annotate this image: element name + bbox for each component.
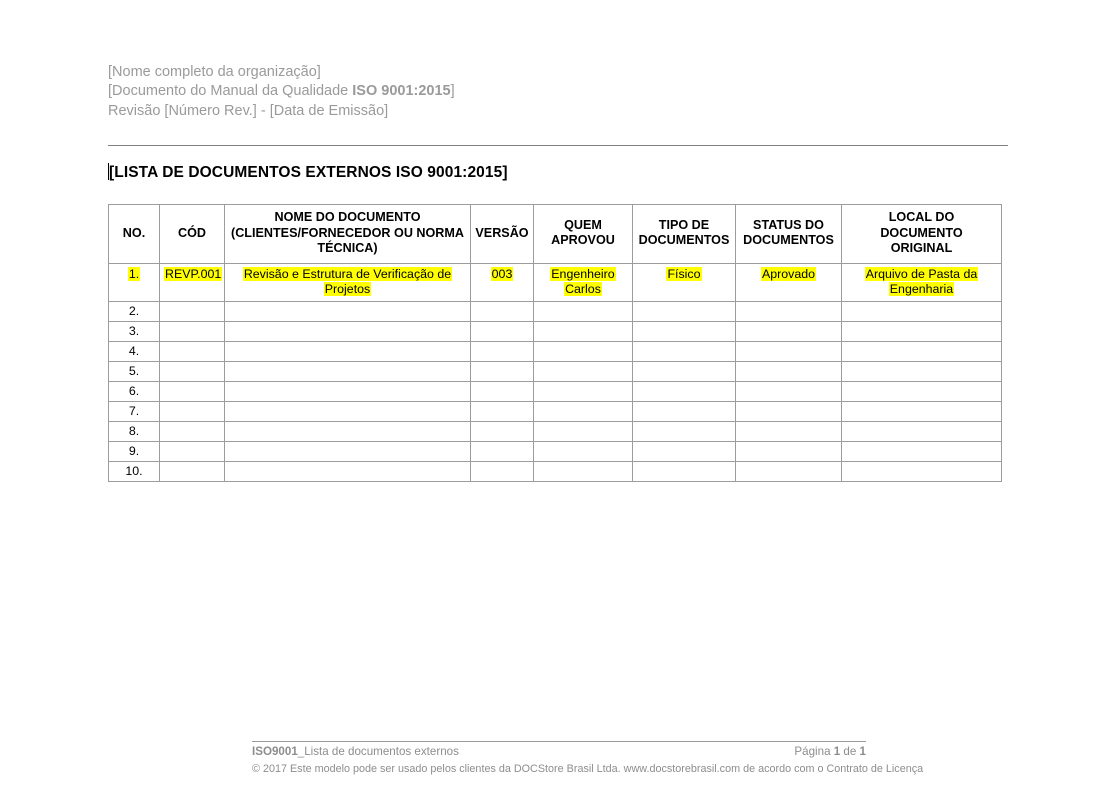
column-header-tipo-line1: TIPO DE [658, 217, 710, 232]
table-header-row [109, 205, 1002, 264]
column-header-nome-line1: NOME DO DOCUMENTO [274, 210, 421, 224]
header-manual-standard: ISO 9001:2015 [352, 83, 451, 100]
highlighted-text: Revisão e Estrutura de Verificação de Projetos [243, 266, 452, 296]
column-header-versao [471, 205, 534, 264]
table-cell-no[interactable] [109, 263, 160, 302]
column-header-quem-line1: QUEM [564, 217, 602, 232]
table-cell-cod[interactable] [160, 263, 225, 302]
table-cell-status[interactable] [736, 362, 842, 382]
table-cell-quem[interactable] [534, 322, 633, 342]
table-cell-local[interactable] [842, 442, 1002, 462]
table-cell-tipo[interactable] [633, 382, 736, 402]
table-cell-status[interactable] [736, 382, 842, 402]
document-header-block [108, 63, 1008, 121]
table-cell-status[interactable] [736, 263, 842, 302]
table-cell-cod[interactable] [160, 342, 225, 362]
table-cell-local[interactable] [842, 422, 1002, 442]
table-cell-nome[interactable] [225, 263, 471, 302]
footer-page-number [794, 744, 866, 759]
table-cell-quem[interactable] [534, 302, 633, 322]
table-cell-versao[interactable] [471, 422, 534, 442]
table-cell-versao[interactable] [471, 462, 534, 482]
table-cell-cod[interactable] [160, 362, 225, 382]
table-cell-quem[interactable] [534, 442, 633, 462]
table-cell-cod[interactable] [160, 402, 225, 422]
footer-document-name [252, 744, 459, 759]
table-cell-status[interactable] [736, 302, 842, 322]
table-body [109, 263, 1002, 482]
table-cell-nome[interactable] [225, 422, 471, 442]
table-cell-quem[interactable] [534, 263, 633, 302]
header-manual-suffix: ] [450, 83, 455, 100]
table-cell-nome[interactable] [225, 402, 471, 422]
column-header-nome-line3: TÉCNICA) [317, 241, 378, 255]
highlighted-text: 003 [491, 266, 513, 281]
table-cell-cod[interactable] [160, 382, 225, 402]
table-cell-nome[interactable] [225, 362, 471, 382]
table-cell-tipo[interactable] [633, 322, 736, 342]
table-cell-local[interactable] [842, 462, 1002, 482]
column-header-cod-label: CÓD [178, 225, 206, 240]
table-cell-local[interactable] [842, 342, 1002, 362]
table-row[interactable] [109, 422, 1002, 442]
table-cell-nome[interactable] [225, 462, 471, 482]
column-header-nome-line2: (CLIENTES/FORNECEDOR OU NORMA [231, 225, 464, 240]
column-header-status-line2: DOCUMENTOS [743, 233, 834, 248]
table-cell-local[interactable] [842, 322, 1002, 342]
column-header-status-line1: STATUS DO [753, 217, 824, 232]
page-title-wrapper [108, 163, 508, 182]
column-header-status [736, 205, 842, 264]
table-cell-no[interactable]: 2. [109, 302, 160, 322]
table-cell-nome[interactable] [225, 382, 471, 402]
table-row[interactable] [109, 322, 1002, 342]
table-cell-local[interactable] [842, 362, 1002, 382]
column-header-tipo [633, 205, 736, 264]
page-title: [LISTA DE DOCUMENTOS EXTERNOS ISO 9001:2015] [109, 164, 508, 181]
table-cell-quem[interactable] [534, 402, 633, 422]
table-cell-status[interactable] [736, 442, 842, 462]
table-cell-versao[interactable] [471, 362, 534, 382]
table-cell-tipo[interactable] [633, 302, 736, 322]
table-row[interactable] [109, 362, 1002, 382]
table-cell-tipo[interactable] [633, 263, 736, 302]
column-header-nome [225, 205, 471, 264]
table-cell-no[interactable]: 3. [109, 322, 160, 342]
column-header-tipo-line2: DOCUMENTOS [638, 233, 730, 248]
table-cell-cod[interactable] [160, 422, 225, 442]
footer-page-total: 1 [859, 745, 866, 758]
footer-page-current: 1 [833, 745, 841, 758]
column-header-local-line2: DOCUMENTO [880, 225, 963, 240]
column-header-versao-label: VERSÃO [475, 225, 529, 240]
table-cell-no[interactable]: 9. [109, 442, 160, 462]
column-header-cod [160, 205, 225, 264]
footer-page-mid: de [840, 745, 860, 758]
footer-copyright: © 2017 Este modelo pode ser usado pelos clientes da DOCStore Brasil Ltda. www.docstorebrasil.com de acordo com o Contrato de Licença [252, 763, 924, 775]
table-cell-cod[interactable] [160, 302, 225, 322]
table-cell-status[interactable] [736, 402, 842, 422]
table-cell-no[interactable]: 8. [109, 422, 160, 442]
table-cell-versao[interactable] [471, 322, 534, 342]
highlighted-text: Arquivo de Pasta da Engenharia [865, 266, 978, 296]
table-cell-nome[interactable] [225, 322, 471, 342]
table-cell-local[interactable] [842, 263, 1002, 302]
table-cell-local[interactable] [842, 382, 1002, 402]
table-cell-versao[interactable] [471, 402, 534, 422]
external-documents-table [108, 204, 1002, 482]
table-cell-status[interactable] [736, 322, 842, 342]
table-row[interactable] [109, 442, 1002, 462]
table-cell-cod[interactable] [160, 442, 225, 462]
column-header-quem-aprovou [534, 205, 633, 264]
header-manual-prefix: [Documento do Manual da Qualidade [108, 83, 353, 100]
table-cell-nome[interactable] [225, 342, 471, 362]
column-header-quem-line2: APROVOU [551, 233, 615, 248]
table-cell-versao[interactable] [471, 302, 534, 322]
highlighted-text: REVP.001 [165, 266, 222, 281]
table-row[interactable] [109, 402, 1002, 422]
table-cell-tipo[interactable] [633, 462, 736, 482]
highlighted-text: 1. [128, 266, 140, 281]
table-cell-tipo[interactable] [633, 422, 736, 442]
table-row[interactable] [109, 263, 1002, 302]
column-header-local [842, 205, 1002, 264]
table-cell-tipo[interactable] [633, 442, 736, 462]
header-organization-line: [Nome completo da organização] [108, 64, 321, 80]
highlighted-text: Engenheiro Carlos [551, 266, 615, 296]
table-cell-quem[interactable] [534, 462, 633, 482]
table-cell-nome[interactable] [225, 302, 471, 322]
footer-divider [252, 741, 866, 742]
highlighted-text: Físico [667, 266, 701, 281]
table-row[interactable] [109, 302, 1002, 322]
table-cell-versao[interactable] [471, 342, 534, 362]
table-cell-cod[interactable] [160, 462, 225, 482]
table-cell-versao[interactable] [471, 442, 534, 462]
table-cell-versao[interactable] [471, 382, 534, 402]
table-row[interactable] [109, 462, 1002, 482]
table-cell-local[interactable] [842, 402, 1002, 422]
column-header-no-label: NO. [122, 225, 146, 240]
highlighted-text: Aprovado [761, 266, 816, 281]
table-cell-no[interactable]: 6. [109, 382, 160, 402]
table-cell-quem[interactable] [534, 422, 633, 442]
table-cell-versao[interactable] [471, 263, 534, 302]
table-cell-no[interactable]: 7. [109, 402, 160, 422]
table-cell-tipo[interactable] [633, 402, 736, 422]
table-cell-quem[interactable] [534, 382, 633, 402]
footer-page-prefix: Página [794, 745, 834, 758]
header-divider [108, 145, 1008, 146]
table-cell-tipo[interactable] [633, 342, 736, 362]
table-row[interactable] [109, 382, 1002, 402]
table-cell-status[interactable] [736, 342, 842, 362]
table-cell-local[interactable] [842, 302, 1002, 322]
column-header-local-line1: LOCAL DO [888, 210, 955, 224]
footer-document-title: _Lista de documentos externos [297, 745, 459, 758]
table-cell-status[interactable] [736, 422, 842, 442]
column-header-no [109, 205, 160, 264]
table-cell-status[interactable] [736, 462, 842, 482]
table-cell-tipo[interactable] [633, 362, 736, 382]
column-header-local-line3: ORIGINAL [890, 241, 953, 255]
footer-document-code: ISO9001 [252, 745, 298, 758]
table-row[interactable] [109, 342, 1002, 362]
table-cell-quem[interactable] [534, 362, 633, 382]
table-cell-no[interactable]: 4. [109, 342, 160, 362]
table-cell-no[interactable]: 10. [109, 462, 160, 482]
table-cell-no[interactable]: 5. [109, 362, 160, 382]
header-revision-line: Revisão [Número Rev.] - [Data de Emissão] [108, 102, 389, 119]
header-manual-line [108, 82, 1008, 101]
table-cell-nome[interactable] [225, 442, 471, 462]
table-cell-cod[interactable] [160, 322, 225, 342]
table-cell-quem[interactable] [534, 342, 633, 362]
